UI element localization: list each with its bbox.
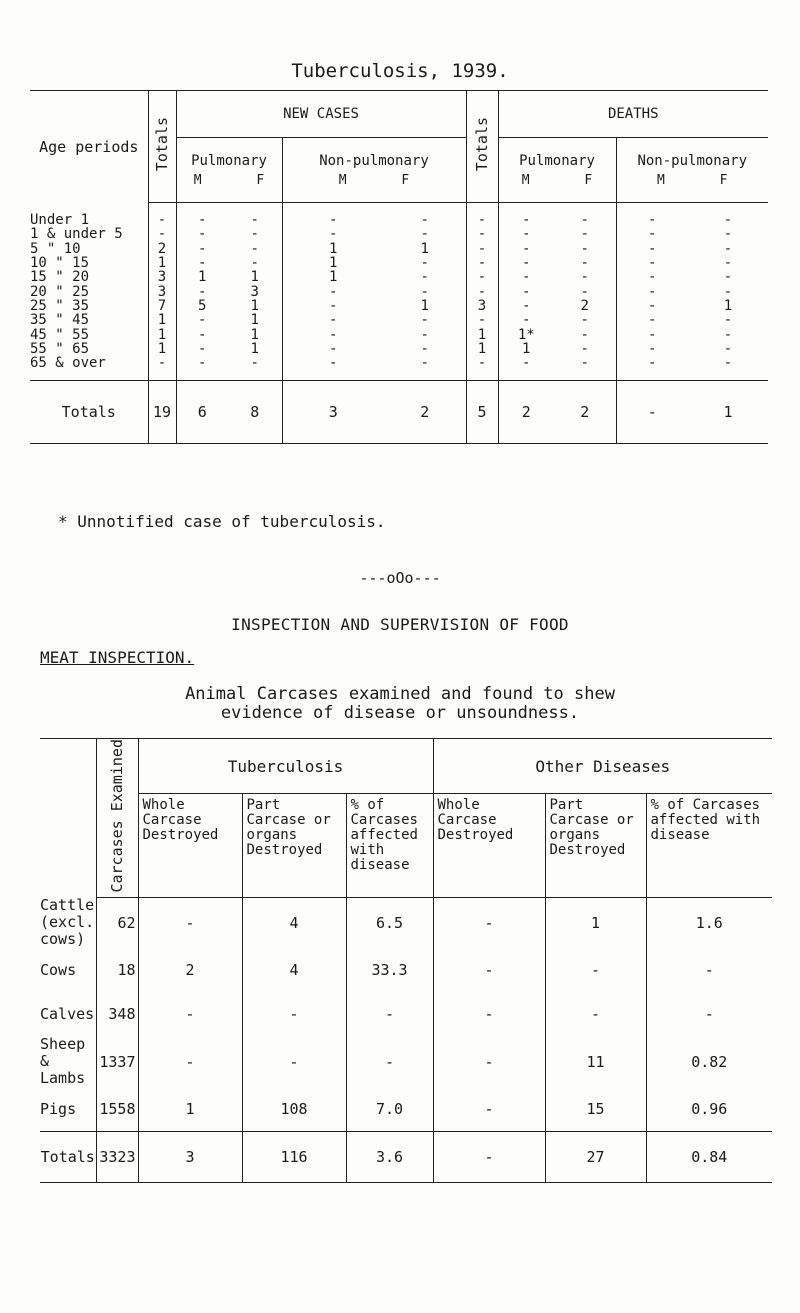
table-cell: - [250,255,259,272]
table-cell: - [346,1036,433,1087]
table-cell: - [242,1036,346,1087]
table-cell: 4 [242,897,346,948]
table-cell: - [346,992,433,1036]
age-period-cell: 20 " 25 [30,283,90,300]
table-cell: 1 [282,256,384,270]
table-cell: 5 [176,299,228,313]
table-cell: - [176,203,228,228]
table-cell: 1 [148,256,176,270]
tb-pct-header: % of Carcases affected with disease [346,794,433,897]
table-cell: - [723,312,733,329]
age-period-cell: 55 " 65 [30,340,90,357]
table-cell: - [616,256,688,270]
table-cell: - [498,242,554,256]
meat-inspection-table [40,738,772,1183]
totals-cell: 3.6 [346,1132,433,1183]
table-cell: - [616,299,688,313]
table-cell: - [723,255,733,272]
table-cell: - [148,227,176,241]
table-cell: - [498,256,554,270]
table-cell: 0.96 [646,1087,772,1132]
table-cell: - [242,992,346,1036]
deaths-pulmonary-header: Pulmonary M F [498,138,616,203]
table-cell: - [616,284,688,298]
table-cell: - [498,227,554,241]
table-cell: 2 [148,242,176,256]
totals-cell: 27 [545,1132,646,1183]
table-cell: - [498,284,554,298]
table-cell: - [433,1087,545,1132]
deaths-header: DEATHS [498,91,768,138]
table-cell: 1 [282,270,384,284]
new-pulmonary-header: Pulmonary M F [176,138,282,203]
animal-cell: Calves [40,1004,95,1023]
totals-cell: 19 [148,381,176,444]
table-cell: - [176,227,228,241]
table-row [40,897,772,948]
table-cell: - [176,342,228,356]
animal-cell: Pigs [40,1099,77,1118]
table-cell: - [466,356,498,381]
totals-label: Totals [30,381,148,444]
totals-cell: 2 [498,381,554,444]
table-cell: 1 [176,270,228,284]
totals-cell: 2 [384,381,466,444]
age-period-cell: 45 " 55 [30,326,90,343]
table-cell: - [616,242,688,256]
section-subheading: MEAT INSPECTION. [40,648,195,667]
table-cell: - [250,226,259,243]
table-cell: - [466,256,498,270]
table-cell: - [616,313,688,327]
table-cell: - [580,340,589,357]
totals-header: Totals [148,91,176,203]
table-cell: 1 [723,297,733,314]
table-cell: - [466,227,498,241]
new-cases-header: NEW CASES [176,91,466,138]
intro-text: Animal Carcases examined and found to shew evidence of disease or unsoundness. [185,684,615,723]
table-cell: - [433,897,545,948]
table-cell: - [282,327,384,341]
table-cell: - [646,948,772,992]
totals-cell: 3 [282,381,384,444]
tb-part-header: Part Carcase or organs Destroyed [242,794,346,897]
totals-cell: 1 [688,381,768,444]
table-cell: - [466,270,498,284]
table-row [30,203,768,228]
table-cell: - [616,227,688,241]
table-cell: - [723,355,733,372]
table-cell: - [646,992,772,1036]
table-cell: - [616,327,688,341]
table-cell: 1 [250,326,259,343]
table-row [30,227,768,241]
footnote: * Unnotified case of tuberculosis. [58,512,386,531]
table-cell: 3 [148,270,176,284]
table-cell: 1* [498,327,554,341]
table-cell: 1 [250,269,259,286]
table-row [30,356,768,381]
table-cell: - [176,327,228,341]
table-cell: 1 [545,897,646,948]
totals-cell: 116 [242,1132,346,1183]
table-cell: - [580,255,589,272]
table-cell: - [498,203,554,228]
table-row [30,242,768,256]
tuberculosis-header: Tuberculosis [138,739,433,794]
tb-whole-header: Whole Carcase Destroyed [138,794,242,897]
totals-cell: 8 [228,381,282,444]
table-cell: 33.3 [346,948,433,992]
table-cell: 1 [498,342,554,356]
table-cell: 7.0 [346,1087,433,1132]
table-cell: - [250,355,259,372]
table-cell: 1 [138,1087,242,1132]
table-cell: 1 [466,342,498,356]
table-cell: - [723,212,733,229]
table-cell: - [138,897,242,948]
table-cell: 11 [545,1036,646,1087]
table-cell: 4 [242,948,346,992]
page-title: Tuberculosis, 1939. [291,60,509,82]
table-cell: 3 [250,283,259,300]
table-cell: 1.6 [646,897,772,948]
table-cell: 1 [148,342,176,356]
table-cell: - [498,356,554,381]
separator: ---oOo--- [359,569,441,587]
table-cell: - [176,356,228,381]
table-cell: - [545,992,646,1036]
table-cell: - [420,326,429,343]
table-cell: - [466,313,498,327]
table-cell: 1 [148,313,176,327]
table-cell: 1 [250,297,259,314]
table-cell: 3 [148,284,176,298]
table-cell: - [433,992,545,1036]
table-cell: - [580,355,589,372]
table-cell: 1 [148,327,176,341]
table-cell: - [723,240,733,257]
table-cell: - [723,326,733,343]
table-cell: - [148,356,176,381]
table-cell: - [250,212,259,229]
age-period-cell: Under 1 [30,211,90,228]
table-row [30,327,768,341]
table-cell: - [420,269,429,286]
other-diseases-header: Other Diseases [433,739,772,794]
table-cell: - [580,212,589,229]
totals-cell: 0.84 [646,1132,772,1183]
age-periods-header: Age periods [39,137,139,156]
table-row [30,299,768,313]
age-period-cell: 10 " 15 [30,255,90,272]
table-cell: - [420,283,429,300]
table-cell: - [282,356,384,381]
tuberculosis-table [30,90,768,444]
table-cell: - [498,299,554,313]
table-cell: 3 [466,299,498,313]
totals-cell: 3323 [96,1132,138,1183]
totals-cell: 2 [554,381,616,444]
table-cell: - [466,242,498,256]
table-cell: - [616,356,688,381]
table-cell: - [176,313,228,327]
table-cell: - [282,203,384,228]
totals-cell: - [433,1132,545,1183]
table-cell: - [176,242,228,256]
table-cell: - [282,313,384,327]
table-row [30,284,768,298]
totals-cell: 5 [466,381,498,444]
deaths-totals-header: Totals [466,91,498,203]
table-row [30,270,768,284]
table-cell: 1 [420,297,429,314]
age-period-cell: 5 " 10 [30,240,81,257]
table-row [30,313,768,327]
table-cell: - [282,299,384,313]
animal-cell: Sheep & Lambs [40,1035,86,1088]
table-cell: - [420,226,429,243]
table-cell: 2 [138,948,242,992]
table-cell: 15 [545,1087,646,1132]
table-cell: - [250,240,259,257]
table-cell: 108 [242,1087,346,1132]
table-row [40,992,772,1036]
table-cell: - [420,340,429,357]
totals-cell: - [616,381,688,444]
table-row [40,1036,772,1087]
table-cell: - [466,284,498,298]
examined-cell: 1337 [96,1036,138,1087]
age-period-cell: 15 " 20 [30,269,90,286]
other-pct-header: % of Carcases affected with disease [646,794,772,897]
animal-header [40,739,96,898]
table-row [40,1087,772,1132]
totals-cell: 3 [138,1132,242,1183]
table-row [40,948,772,992]
table-cell: 1 [420,240,429,257]
table-cell: - [433,948,545,992]
examined-cell: 1558 [96,1087,138,1132]
table-cell: 7 [148,299,176,313]
deaths-non-pulmonary-header: Non-pulmonary M F [616,138,768,203]
table-cell: - [616,203,688,228]
examined-cell: 62 [96,897,138,948]
table-cell: - [420,255,429,272]
new-non-pulmonary-header: Non-pulmonary M F [282,138,466,203]
table-cell: - [138,1036,242,1087]
examined-header: Carcases Examined [96,739,138,898]
table-cell: - [498,313,554,327]
table-cell: - [466,203,498,228]
table-cell: 6.5 [346,897,433,948]
table-cell: 0.82 [646,1036,772,1087]
age-period-cell: 35 " 45 [30,312,90,329]
animal-cell: Cows [40,960,77,979]
table-cell: 1 [250,312,259,329]
section-heading: INSPECTION AND SUPERVISION OF FOOD [231,615,569,634]
table-cell: - [433,1036,545,1087]
table-cell: - [580,326,589,343]
table-cell: - [723,269,733,286]
table-cell: - [282,284,384,298]
age-period-cell: 1 & under 5 [30,226,123,243]
table-cell: 1 [466,327,498,341]
table-cell: - [616,342,688,356]
table-cell: 1 [282,242,384,256]
table-cell: - [498,270,554,284]
age-period-cell: 25 " 35 [30,297,90,314]
other-whole-header: Whole Carcase Destroyed [433,794,545,897]
table-cell: - [723,340,733,357]
totals-label: Totals [40,1132,96,1183]
examined-cell: 18 [96,948,138,992]
table-row [30,342,768,356]
totals-cell: 6 [176,381,228,444]
table-cell: - [580,283,589,300]
table-cell: 2 [580,297,589,314]
table-cell: - [176,284,228,298]
table-cell: - [138,992,242,1036]
examined-cell: 348 [96,992,138,1036]
other-part-header: Part Carcase or organs Destroyed [545,794,646,897]
table-cell: - [723,283,733,300]
table-cell: - [282,227,384,241]
table-cell: - [176,256,228,270]
table-cell: - [282,342,384,356]
table-cell: - [545,948,646,992]
table-cell: - [420,312,429,329]
table-cell: 1 [250,340,259,357]
table-row [30,256,768,270]
table-cell: - [580,269,589,286]
table-cell: - [580,226,589,243]
table-cell: - [616,270,688,284]
table-cell: - [580,312,589,329]
table-cell: - [580,240,589,257]
table-cell: - [148,203,176,228]
table-cell: - [420,355,429,372]
table-cell: - [420,212,429,229]
animal-cell: Cattle (excl. cows) [40,896,95,949]
table-cell: - [723,226,733,243]
age-period-cell: 65 & over [30,355,106,372]
